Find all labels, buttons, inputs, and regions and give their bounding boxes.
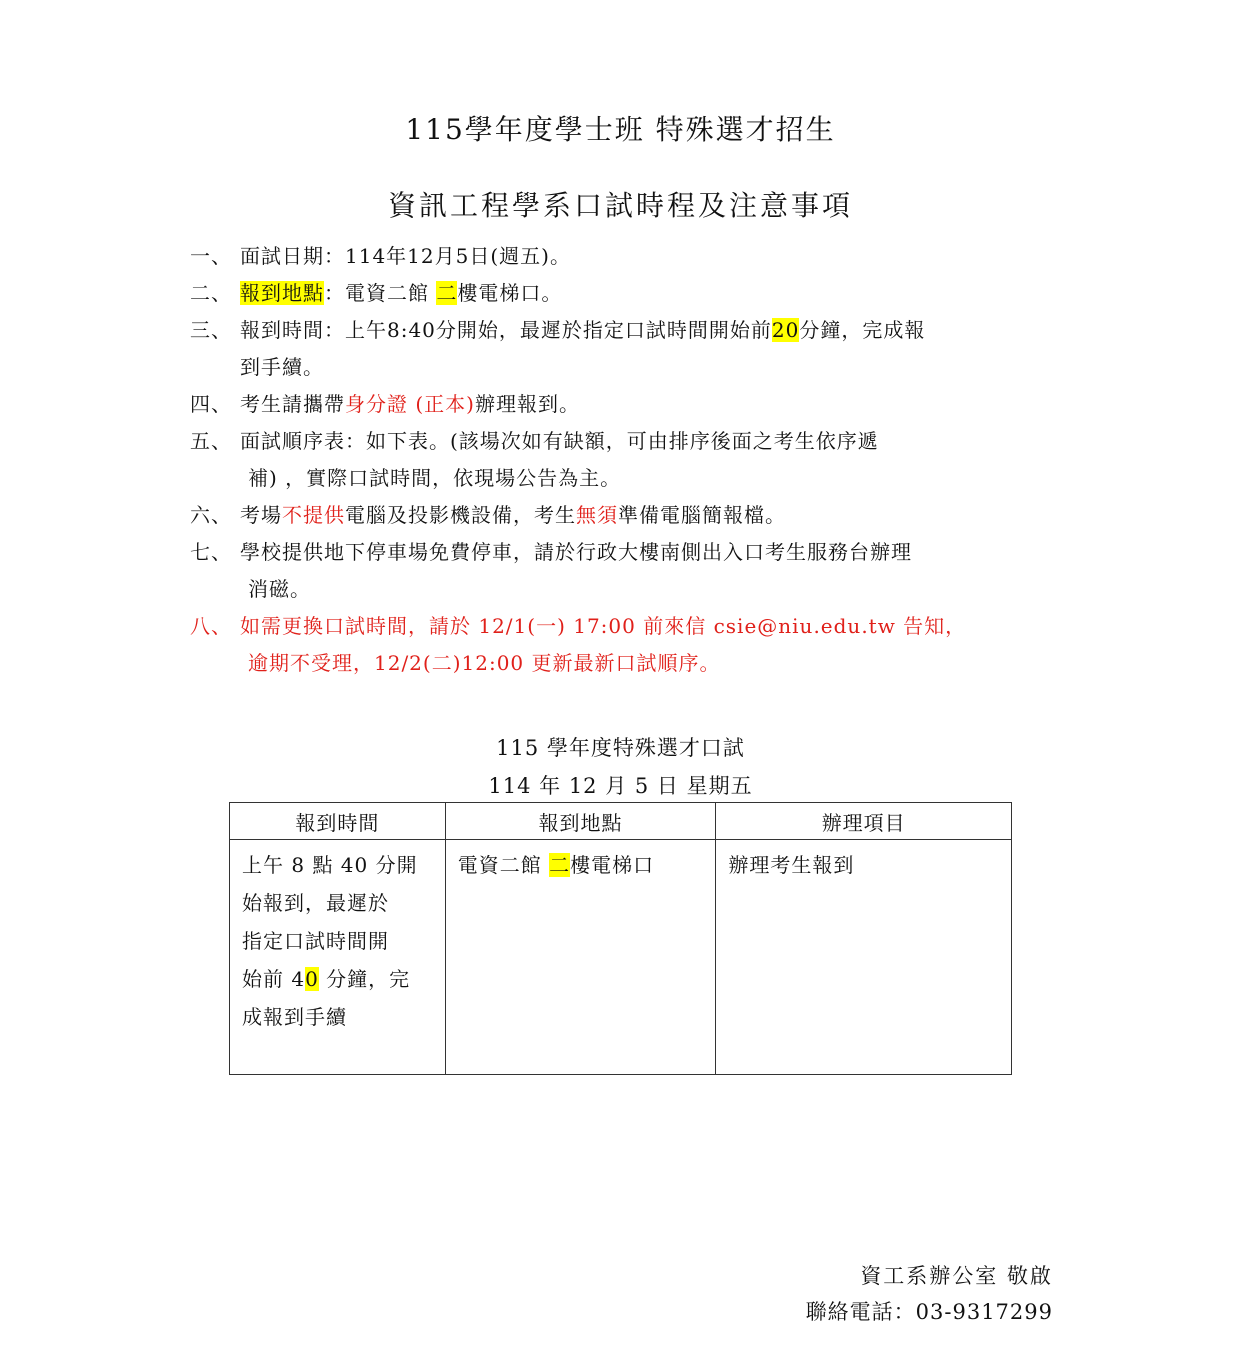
notice-item-number: 一、 xyxy=(190,244,232,268)
text-segment: 電腦及投影機設備，考生 xyxy=(345,503,576,527)
notice-item xyxy=(190,275,1060,312)
cell-checkin-location xyxy=(445,840,716,1075)
text-segment: 考場 xyxy=(240,503,282,527)
notice-item-number: 七、 xyxy=(190,540,232,564)
notice-item xyxy=(190,534,1060,608)
highlight-text: 20 xyxy=(771,318,800,342)
document-subtitle: 資訊工程學系口試時程及注意事項 xyxy=(387,189,853,222)
text-segment: 辦理報到。 xyxy=(474,392,580,416)
text-segment: 報到時間：上午8:40分開始，最遲於指定口試時間開始前 xyxy=(240,318,772,342)
text-segment: 面試日期：114年12月5日(週五)。 xyxy=(240,244,571,268)
notice-item-continuation: 補) ，實際口試時間，依現場公告為主。 xyxy=(248,466,622,490)
notice-item xyxy=(190,497,1060,534)
time-line-4 xyxy=(242,960,433,998)
header-task: 辦理項目 xyxy=(716,803,1012,840)
notice-item-text xyxy=(240,281,562,305)
time-line-1: 上午 8 點 40 分開 xyxy=(242,853,418,877)
text-segment: 學校提供地下停車場免費停車，請於行政大樓南側出入口考生服務台辦理 xyxy=(240,540,912,564)
notice-item-text xyxy=(240,534,1060,571)
text-segment: 樓電梯口。 xyxy=(457,281,563,305)
notice-item-text xyxy=(240,318,925,342)
notice-item-continuation: 逾期不受理，12/2(二)12:00 更新最新口試順序。 xyxy=(248,651,721,675)
notice-item-text xyxy=(240,423,1060,460)
header-checkin-time: 報到時間 xyxy=(230,803,446,840)
time-line-2: 始報到，最遲於 xyxy=(242,891,389,915)
time-line-4-highlight: 0 xyxy=(305,967,319,991)
table-caption-title: 115 學年度特殊選才口試 xyxy=(496,736,745,760)
text-segment: 考生請攜帶 xyxy=(240,392,345,416)
emphasis-text: 如需更換口試時間，請於 12/1(一) 17:00 前來信 csie@niu.edu.tw 告知， xyxy=(240,614,967,638)
text-segment: 面試順序表：如下表。(該場次如有缺額，可由排序後面之考生依序遞 xyxy=(240,429,879,453)
text-segment: ：電資二館 xyxy=(324,281,437,305)
highlight-text: 二 xyxy=(436,281,458,305)
notice-item-number: 四、 xyxy=(190,392,232,416)
notice-item xyxy=(190,608,1060,682)
notice-item xyxy=(190,238,1060,275)
notice-item-text xyxy=(240,244,571,268)
schedule-table xyxy=(229,802,1012,1075)
header-checkin-location: 報到地點 xyxy=(445,803,716,840)
text-segment: 準備電腦簡報檔。 xyxy=(618,503,786,527)
notice-item-number: 六、 xyxy=(190,503,232,527)
notice-item-text xyxy=(240,392,580,416)
notice-item-number: 五、 xyxy=(190,429,232,453)
notice-item-number: 三、 xyxy=(190,318,232,342)
text-segment: 分鐘，完成報 xyxy=(799,318,926,342)
notice-item-text xyxy=(240,608,1060,645)
table-header-row xyxy=(230,803,1012,840)
cell-checkin-time xyxy=(230,840,446,1075)
notice-item xyxy=(190,386,1060,423)
emphasis-text: 不提供 xyxy=(282,503,345,527)
cell-task: 辦理考生報到 xyxy=(716,840,1012,1075)
notice-item xyxy=(190,312,1060,386)
time-line-5: 成報到手續 xyxy=(242,1005,347,1029)
highlight-text: 報到地點 xyxy=(240,281,324,305)
signature-office: 資工系辦公室 敬啟 xyxy=(860,1264,1053,1288)
notice-item-text xyxy=(240,497,1060,534)
notice-list xyxy=(190,238,1060,682)
time-line-4-b: 分鐘，完 xyxy=(318,967,411,991)
notice-item-number: 二、 xyxy=(190,281,232,305)
notice-item xyxy=(190,423,1060,497)
emphasis-text: 無須 xyxy=(576,503,618,527)
table-caption-date: 114 年 12 月 5 日 星期五 xyxy=(488,774,753,798)
signature-phone: 聯絡電話：03-9317299 xyxy=(805,1300,1053,1324)
time-line-3: 指定口試時間開 xyxy=(242,929,389,953)
place-b: 樓電梯口 xyxy=(570,853,655,877)
time-line-4-a: 始前 4 xyxy=(242,967,306,991)
place-highlight: 二 xyxy=(549,853,571,877)
document-title: 115學年度學士班 特殊選才招生 xyxy=(405,113,836,146)
notice-item-continuation: 消磁。 xyxy=(248,577,311,601)
notice-item-continuation: 到手續。 xyxy=(240,355,324,379)
table-row xyxy=(230,840,1012,1075)
place-a: 電資二館 xyxy=(457,853,550,877)
emphasis-text: 身分證 (正本) xyxy=(345,392,475,416)
notice-item-number: 八、 xyxy=(190,614,232,638)
